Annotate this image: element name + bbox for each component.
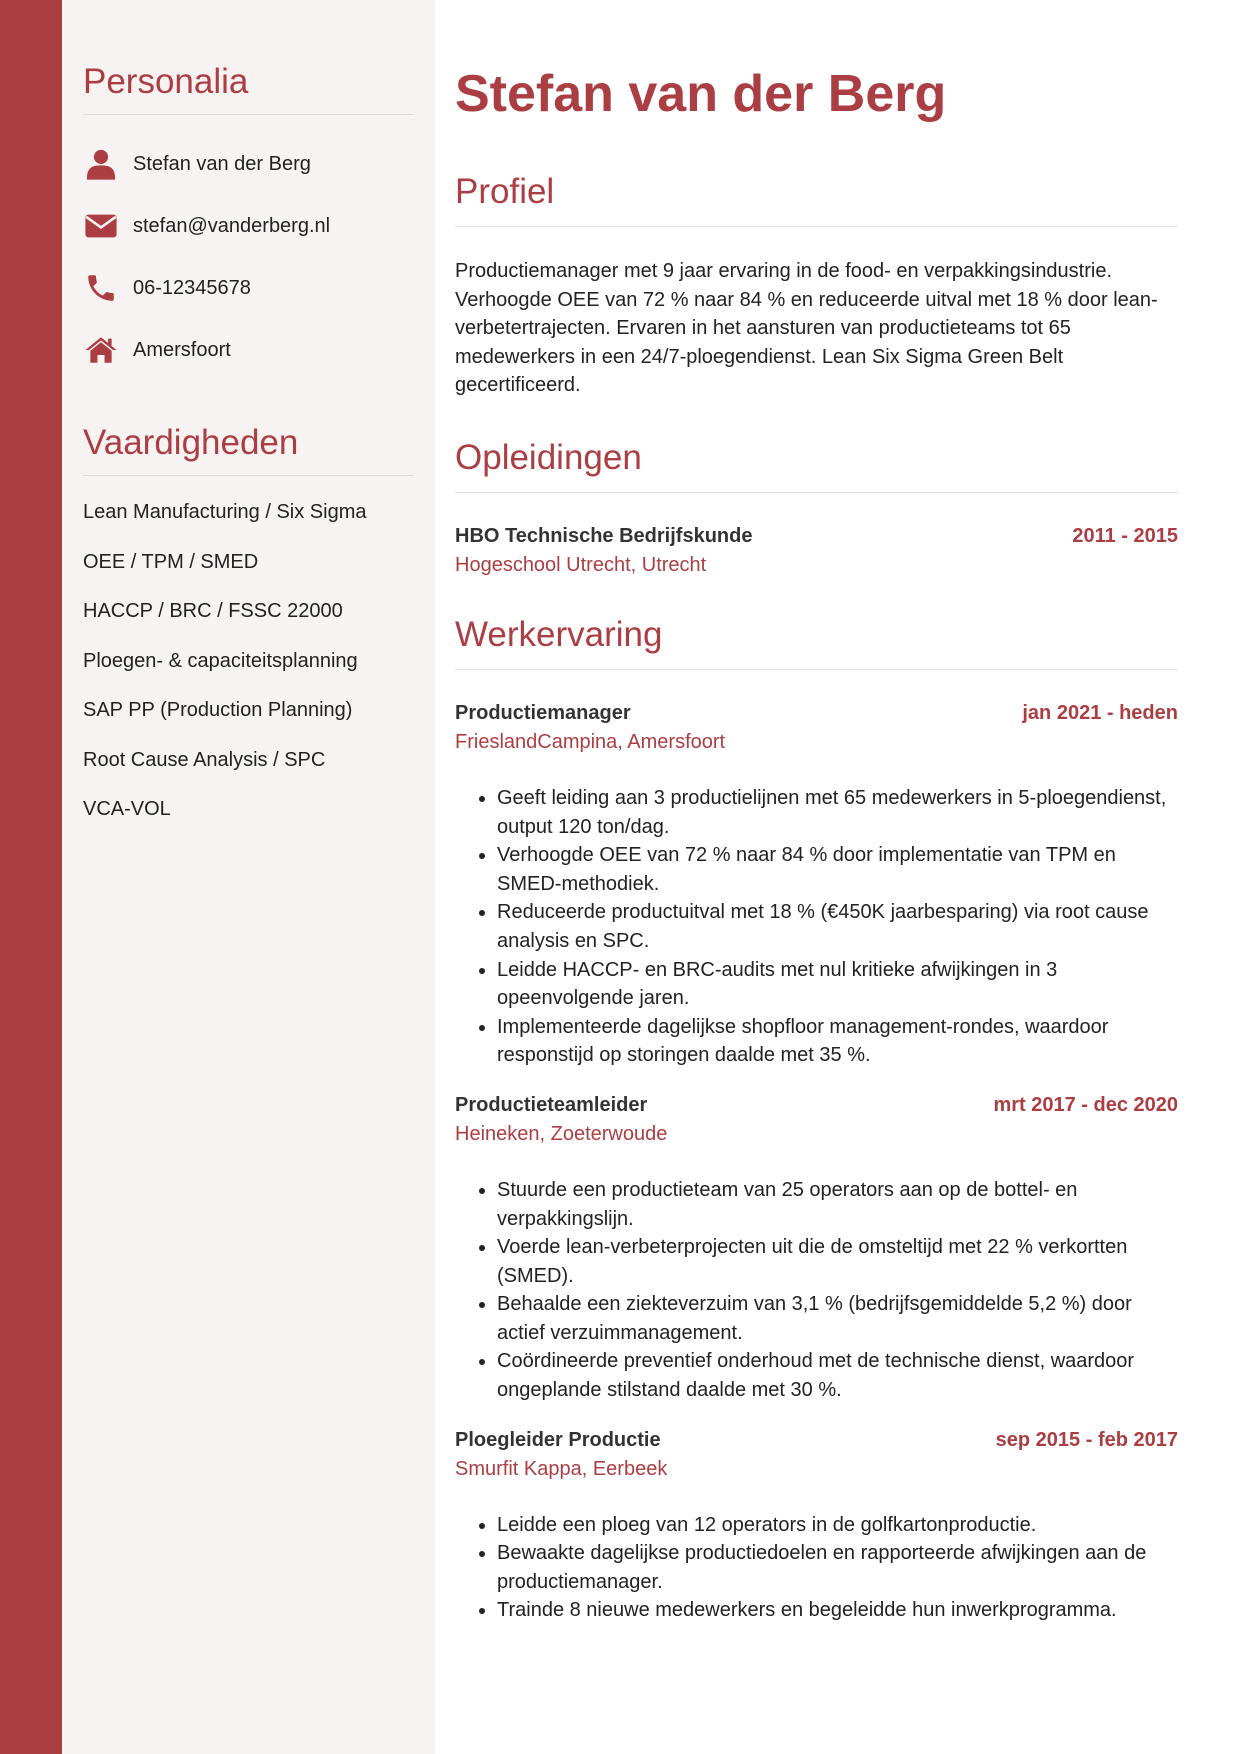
contact-list (83, 133, 414, 381)
education-entry (455, 525, 1178, 577)
profile-heading: Profiel (455, 172, 1178, 227)
job-entry (455, 702, 1178, 1070)
work-heading: Werkervaring (455, 615, 1178, 670)
job-bullet: • Implementeerde dagelijkse shopfloor management-rondes, waardoor responstijd op storingen daalde met 35 %. (497, 1013, 1178, 1070)
education-title: HBO Technische Bedrijfskunde (455, 524, 753, 547)
skill-item: Root Cause Analysis / SPC (83, 748, 326, 771)
skill-item: Lean Manufacturing / Six Sigma (83, 501, 367, 523)
skill-item: Ploegen- & capaciteitsplanning (83, 649, 358, 672)
job-header (455, 702, 1178, 725)
phone-icon (83, 270, 119, 306)
job-bullet: • Voerde lean-verbeterprojecten uit die de omsteltijd met 22 % verkortten (SMED). (497, 1233, 1178, 1290)
job-title: Ploegleider Productie (455, 1428, 661, 1451)
skills-heading: Vaardigheden (83, 423, 414, 476)
job-bullets (455, 784, 1178, 1070)
education-school: Hogeschool Utrecht, Utrecht (455, 553, 707, 576)
job-company: Heineken, Zoeterwoude (455, 1122, 668, 1145)
job-entry (455, 1094, 1178, 1405)
contact-phone-text: 06-12345678 (133, 276, 251, 299)
skill-item: OEE / TPM / SMED (83, 550, 259, 573)
education-heading: Opleidingen (455, 438, 1178, 493)
home-icon (83, 332, 119, 368)
profile-text: Productiemanager met 9 jaar ervaring in de food- en verpakkingsindustrie. Verhoogde OEE van 72 % naar 84 % en reduceerde uitval met 18 % door lean-verbetertrajecten. Ervaren in het aansturen van productieteams tot 65 medewerkers in een 24/7-ploegendienst. Lean Six Sigma Green Belt gecertificeerd. (455, 260, 1158, 397)
job-date: jan 2021 - heden (1022, 701, 1178, 724)
job-bullet: • Leidde een ploeg van 12 operators in de golfkartonproductie. (497, 1511, 1178, 1540)
job-date: sep 2015 - feb 2017 (995, 1428, 1178, 1451)
contact-name (83, 133, 414, 195)
job-bullet: • Verhoogde OEE van 72 % naar 84 % door implementatie van TPM en SMED-methodiek. (497, 841, 1178, 898)
job-bullet: • Leidde HACCP- en BRC-audits met nul kritieke afwijkingen in 3 opeenvolgende jaren. (497, 956, 1178, 1013)
job-title: Productieteamleider (455, 1093, 648, 1116)
job-bullet: • Coördineerde preventief onderhoud met de technische dienst, waardoor ongeplande stilstand daalde met 30 %. (497, 1347, 1178, 1404)
sidebar-content (83, 62, 414, 845)
education-entry-header (455, 525, 1178, 548)
main-content (455, 60, 1178, 1625)
accent-bar (0, 0, 62, 1754)
envelope-icon (83, 208, 119, 244)
education-date: 2011 - 2015 (1072, 524, 1178, 547)
job-date: mrt 2017 - dec 2020 (993, 1093, 1178, 1116)
skill-item: VCA-VOL (83, 798, 171, 820)
sidebar (62, 0, 435, 1754)
job-bullet: • Stuurde een productieteam van 25 operators aan op de bottel- en verpakkingslijn. (497, 1176, 1178, 1233)
job-company: FrieslandCampina, Amersfoort (455, 730, 726, 753)
job-bullet: • Reduceerde productuitval met 18 % (€450K jaarbesparing) via root cause analysis en SPC. (497, 898, 1178, 955)
contact-location-text: Amersfoort (133, 338, 231, 361)
job-company: Smurfit Kappa, Eerbeek (455, 1457, 668, 1480)
contact-name-text: Stefan van der Berg (133, 152, 311, 175)
personal-heading: Personalia (83, 62, 414, 115)
job-bullets (455, 1511, 1178, 1625)
job-bullets (455, 1176, 1178, 1405)
job-bullet: • Trainde 8 nieuwe medewerkers en begeleidde hun inwerkprogramma. (497, 1596, 1178, 1625)
job-header (455, 1094, 1178, 1117)
job-bullet: • Geeft leiding aan 3 productielijnen met 65 medewerkers in 5-ploegendienst, output 120 ton/dag. (497, 784, 1178, 841)
skill-item: SAP PP (Production Planning) (83, 699, 353, 721)
contact-email (83, 195, 414, 257)
contact-email-text[interactable]: stefan@vanderberg.nl (133, 214, 331, 237)
candidate-name: Stefan van der Berg (455, 65, 947, 123)
job-title: Productiemanager (455, 701, 631, 724)
job-entry (455, 1429, 1178, 1625)
contact-phone (83, 257, 414, 319)
job-bullet: • Bewaakte dagelijkse productiedoelen en rapporteerde afwijkingen aan de productiemanager. (497, 1539, 1178, 1596)
skills-list (83, 498, 414, 845)
user-icon (83, 146, 119, 182)
job-bullet: • Behaalde een ziekteverzuim van 3,1 % (bedrijfsgemiddelde 5,2 %) door actief verzuimmanagement. (497, 1290, 1178, 1347)
job-header (455, 1429, 1178, 1452)
skill-item: HACCP / BRC / FSSC 22000 (83, 600, 343, 622)
contact-location (83, 319, 414, 381)
